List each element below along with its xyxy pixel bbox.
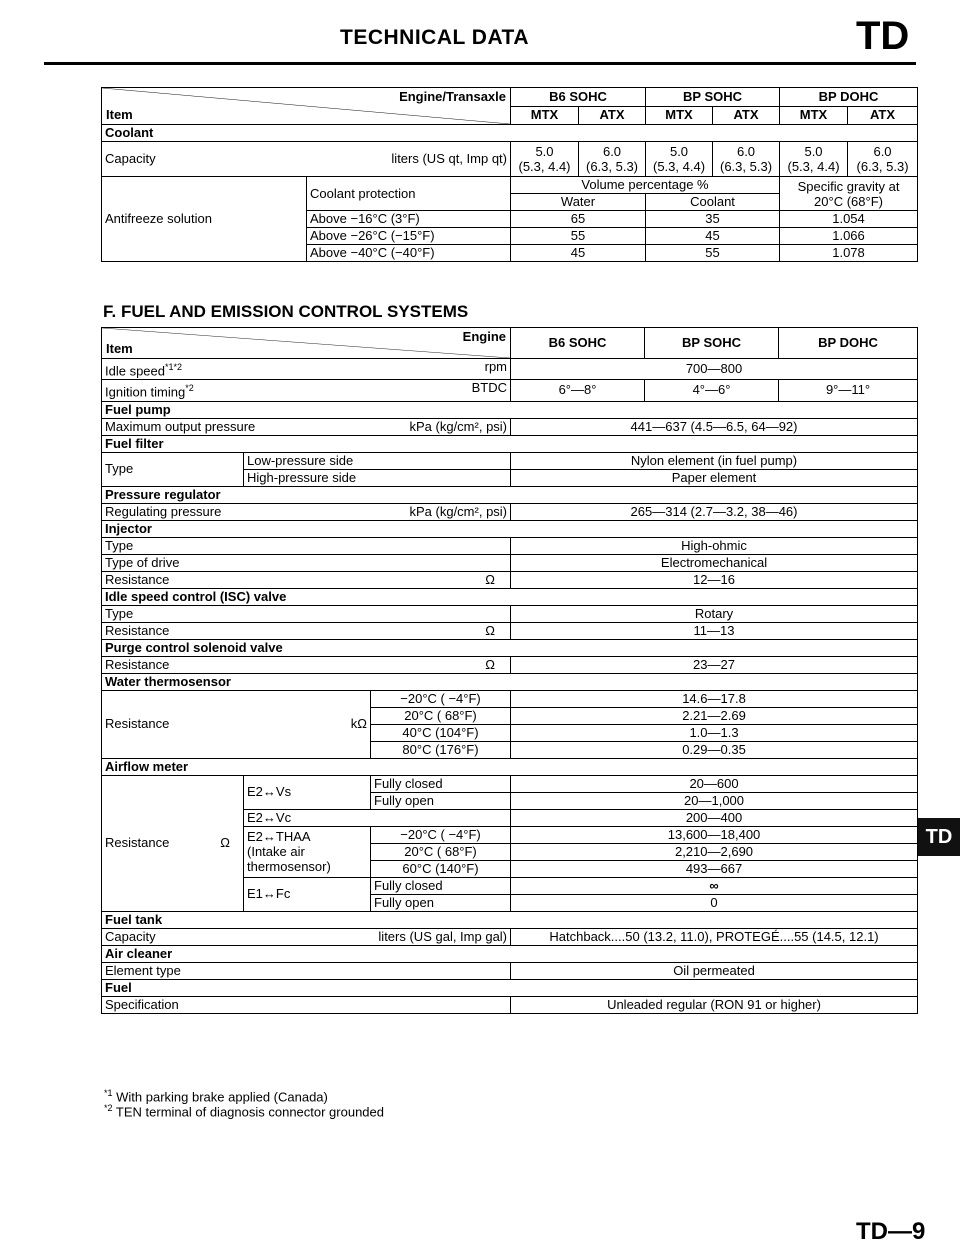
kpa-unit: kPa (kg/cm², psi): [409, 503, 508, 519]
cap-cell: [848, 142, 918, 177]
cap-value: 5.0: [804, 144, 823, 159]
engine-col: BP DOHC: [780, 88, 918, 107]
max-output-value: 441—637 (4.5—6.5, 64—92): [511, 418, 918, 435]
cap-sub: (6.3, 5.3): [585, 159, 639, 174]
drive-label: Type of drive: [102, 554, 511, 571]
e1fc-label: E1↔Fc: [244, 877, 371, 911]
wt-temp: 20°C ( 68°F): [371, 707, 511, 724]
ign-unit: BTDC: [471, 380, 508, 396]
engine-col: BP SOHC: [645, 328, 779, 359]
wt-value: 0.29—0.35: [511, 741, 918, 758]
max-output-label: [102, 418, 511, 435]
section-injector: Injector: [102, 520, 918, 537]
section-fuel-pump: Fuel pump: [102, 401, 918, 418]
vol-pct-label: Volume percentage %: [511, 177, 780, 194]
section-tab-badge[interactable]: TD: [918, 818, 960, 856]
footnote-1-text: With parking brake applied (Canada): [116, 1089, 328, 1105]
cap-sub: (6.3, 5.3): [856, 159, 909, 174]
isc-res-label: [102, 622, 511, 639]
trans-col: MTX: [511, 106, 579, 125]
cap-sub: (5.3, 4.4): [518, 159, 571, 174]
idle-value: 700—800: [511, 359, 918, 380]
section-coolant: Coolant: [102, 125, 918, 142]
section-isc: Idle speed control (ISC) valve: [102, 588, 918, 605]
water-label: Water: [511, 194, 646, 211]
protection-row-label: Above −16°C (3°F): [307, 211, 511, 228]
section-fuel-filter: Fuel filter: [102, 435, 918, 452]
reg-pressure-text: Regulating pressure: [105, 503, 222, 519]
tank-unit: liters (US gal, Imp gal): [378, 928, 508, 944]
footnote-2: [104, 1103, 384, 1119]
water-value: 65: [511, 211, 646, 228]
inj-type-label: Type: [102, 537, 511, 554]
sg-value: 1.078: [780, 245, 918, 262]
capacity-text: Capacity: [105, 928, 156, 944]
ohm-unit: Ω: [485, 656, 496, 672]
sg-value: 1.054: [780, 211, 918, 228]
reg-pressure-label: [102, 503, 511, 520]
coolant-col-label: Coolant: [646, 194, 780, 211]
tha-value: 13,600—18,400: [511, 826, 918, 843]
ign-value: 6°—8°: [511, 380, 645, 401]
trans-col: ATX: [713, 106, 780, 125]
cap-sub: (6.3, 5.3): [720, 159, 773, 174]
ign-timing-label: [102, 380, 511, 401]
ohm-unit: Ω: [485, 622, 496, 638]
inj-res-value: 12—16: [511, 571, 918, 588]
e2vc-value: 200—400: [511, 809, 918, 826]
table-header-diagonal: [102, 88, 511, 125]
ign-sup: *2: [185, 383, 194, 394]
e2vs-closed-value: 20—600: [511, 775, 918, 792]
high-side-label: High-pressure side: [244, 469, 511, 486]
tank-capacity-value: Hatchback....50 (13.2, 11.0), PROTEGÉ....55 (14.5, 12.1): [511, 928, 918, 945]
cap-cell: [511, 142, 579, 177]
cap-cell: [713, 142, 780, 177]
cap-value: 5.0: [669, 144, 689, 159]
tha-temp: −20°C ( −4°F): [371, 826, 511, 843]
footnote-1-mark: *1: [104, 1088, 113, 1098]
water-value: 45: [511, 245, 646, 262]
e2tha-line2: (Intake air: [247, 844, 305, 860]
resistance-text: Resistance: [105, 571, 170, 587]
engine-col: B6 SOHC: [511, 88, 646, 107]
tha-temp: 20°C ( 68°F): [371, 843, 511, 860]
protection-row-label: Above −40°C (−40°F): [307, 245, 511, 262]
kohm-unit: kΩ: [350, 716, 367, 732]
engine-label: Engine: [462, 329, 507, 344]
cap-cell: [579, 142, 646, 177]
capacity-text: Capacity: [105, 151, 156, 166]
reg-pressure-value: 265—314 (2.7—3.2, 38—46): [511, 503, 918, 520]
wt-temp: −20°C ( −4°F): [371, 690, 511, 707]
item-label: Item: [106, 341, 133, 356]
cap-value: 5.0: [535, 144, 554, 159]
af-state: Fully open: [371, 894, 511, 911]
coolant-value: 35: [646, 211, 780, 228]
header-code: TD: [856, 14, 910, 58]
wt-value: 14.6—17.8: [511, 690, 918, 707]
footnote-1: [104, 1088, 328, 1104]
trans-col: MTX: [646, 106, 713, 125]
ign-value: 4°—6°: [645, 380, 779, 401]
protection-row-label: Above −26°C (−15°F): [307, 228, 511, 245]
water-value: 55: [511, 228, 646, 245]
tha-temp: 60°C (140°F): [371, 860, 511, 877]
sg-line1: Specific gravity at: [797, 178, 900, 194]
e2vc-label: E2↔Vc: [244, 809, 511, 826]
af-state: Fully closed: [371, 877, 511, 894]
section-fuel: Fuel: [102, 979, 918, 996]
tha-value: 2,210—2,690: [511, 843, 918, 860]
capacity-label: [102, 142, 511, 177]
cap-sub: (5.3, 4.4): [653, 159, 706, 174]
fuel-emission-table: [101, 327, 918, 1014]
max-output-text: Maximum output pressure: [105, 418, 256, 434]
ohm-unit: Ω: [485, 571, 496, 587]
af-state: Fully closed: [371, 775, 511, 792]
purge-res-value: 23—27: [511, 656, 918, 673]
trans-col: MTX: [780, 106, 848, 125]
section-fuel-tank: Fuel tank: [102, 911, 918, 928]
page-number: TD—9: [856, 1218, 926, 1245]
purge-res-label: [102, 656, 511, 673]
antifreeze-label: Antifreeze solution: [102, 177, 307, 262]
resistance-text: Resistance: [105, 716, 170, 732]
sg-line2: 20°C (68°F): [814, 193, 883, 209]
isc-type-label: Type: [102, 605, 511, 622]
isc-res-value: 11—13: [511, 622, 918, 639]
ohm-unit: Ω: [220, 835, 230, 851]
spec-value: Unleaded regular (RON 91 or higher): [511, 996, 918, 1013]
engine-col: BP SOHC: [646, 88, 780, 107]
section-air-cleaner: Air cleaner: [102, 945, 918, 962]
sg-label: [780, 177, 918, 211]
tank-capacity-label: [102, 928, 511, 945]
section-water-thermosensor: Water thermosensor: [102, 673, 918, 690]
header-title: TECHNICAL DATA: [340, 26, 529, 49]
e2tha-line3: thermosensor): [247, 859, 331, 875]
coolant-table: [101, 87, 918, 262]
e2vs-label: E2↔Vs: [244, 775, 371, 809]
section-airflow-meter: Airflow meter: [102, 758, 918, 775]
cap-value: 6.0: [736, 144, 756, 159]
coolant-protection-label: Coolant protection: [307, 177, 511, 211]
trans-col: ATX: [579, 106, 646, 125]
item-label: Item: [106, 107, 133, 122]
resistance-text: Resistance: [105, 656, 170, 672]
section-title: F. FUEL AND EMISSION CONTROL SYSTEMS: [103, 302, 469, 321]
idle-speed-sup: *1*2: [165, 362, 183, 372]
engine-col: B6 SOHC: [511, 328, 645, 359]
isc-type-value: Rotary: [511, 605, 918, 622]
cap-cell: [780, 142, 848, 177]
footnote-2-mark: *2: [104, 1103, 113, 1113]
cap-value: 6.0: [873, 144, 892, 159]
af-state: Fully open: [371, 792, 511, 809]
resistance-text: Resistance: [105, 622, 170, 638]
wt-temp: 80°C (176°F): [371, 741, 511, 758]
filter-type-label: Type: [102, 452, 244, 486]
coolant-value: 45: [646, 228, 780, 245]
spec-label: Specification: [102, 996, 511, 1013]
inj-res-label: [102, 571, 511, 588]
ign-timing-text: Ignition timing: [105, 384, 186, 400]
e1fc-closed-value: ∞: [511, 877, 918, 894]
drive-value: Electromechanical: [511, 554, 918, 571]
engine-transaxle-label: Engine/Transaxle: [399, 89, 506, 104]
wt-temp: 40°C (104°F): [371, 724, 511, 741]
low-side-label: Low-pressure side: [244, 452, 511, 469]
ign-value: 9°—11°: [779, 380, 918, 401]
element-type-label: Element type: [102, 962, 511, 979]
footnote-2-text: TEN terminal of diagnosis connector grounded: [115, 1104, 384, 1120]
idle-speed-text: Idle speed: [105, 363, 165, 379]
element-type-value: Oil permeated: [511, 962, 918, 979]
kpa-unit: kPa (kg/cm², psi): [409, 418, 508, 434]
resistance-text: Resistance: [105, 835, 170, 851]
idle-speed-label: [102, 359, 511, 380]
idle-unit: rpm: [484, 359, 508, 374]
section-purge: Purge control solenoid valve: [102, 639, 918, 656]
header-rule: [44, 62, 916, 65]
af-res-label: [102, 775, 244, 911]
engine-col: BP DOHC: [779, 328, 918, 359]
e1fc-open-value: 0: [511, 894, 918, 911]
coolant-value: 55: [646, 245, 780, 262]
cap-value: 6.0: [602, 144, 622, 159]
cap-cell: [646, 142, 713, 177]
section-pressure-regulator: Pressure regulator: [102, 486, 918, 503]
inj-type-value: High-ohmic: [511, 537, 918, 554]
cap-sub: (5.3, 4.4): [787, 159, 840, 174]
wt-res-label: [102, 690, 371, 758]
e2vs-open-value: 20—1,000: [511, 792, 918, 809]
e2tha-line1: E2↔THAA: [247, 829, 311, 845]
tha-value: 493—667: [511, 860, 918, 877]
table-header-diagonal: [102, 328, 511, 359]
wt-value: 2.21—2.69: [511, 707, 918, 724]
high-side-value: Paper element: [511, 469, 918, 486]
e2tha-label: [244, 826, 371, 877]
low-side-value: Nylon element (in fuel pump): [511, 452, 918, 469]
sg-value: 1.066: [780, 228, 918, 245]
capacity-unit: liters (US qt, Imp qt): [391, 151, 507, 166]
trans-col: ATX: [848, 106, 918, 125]
wt-value: 1.0—1.3: [511, 724, 918, 741]
